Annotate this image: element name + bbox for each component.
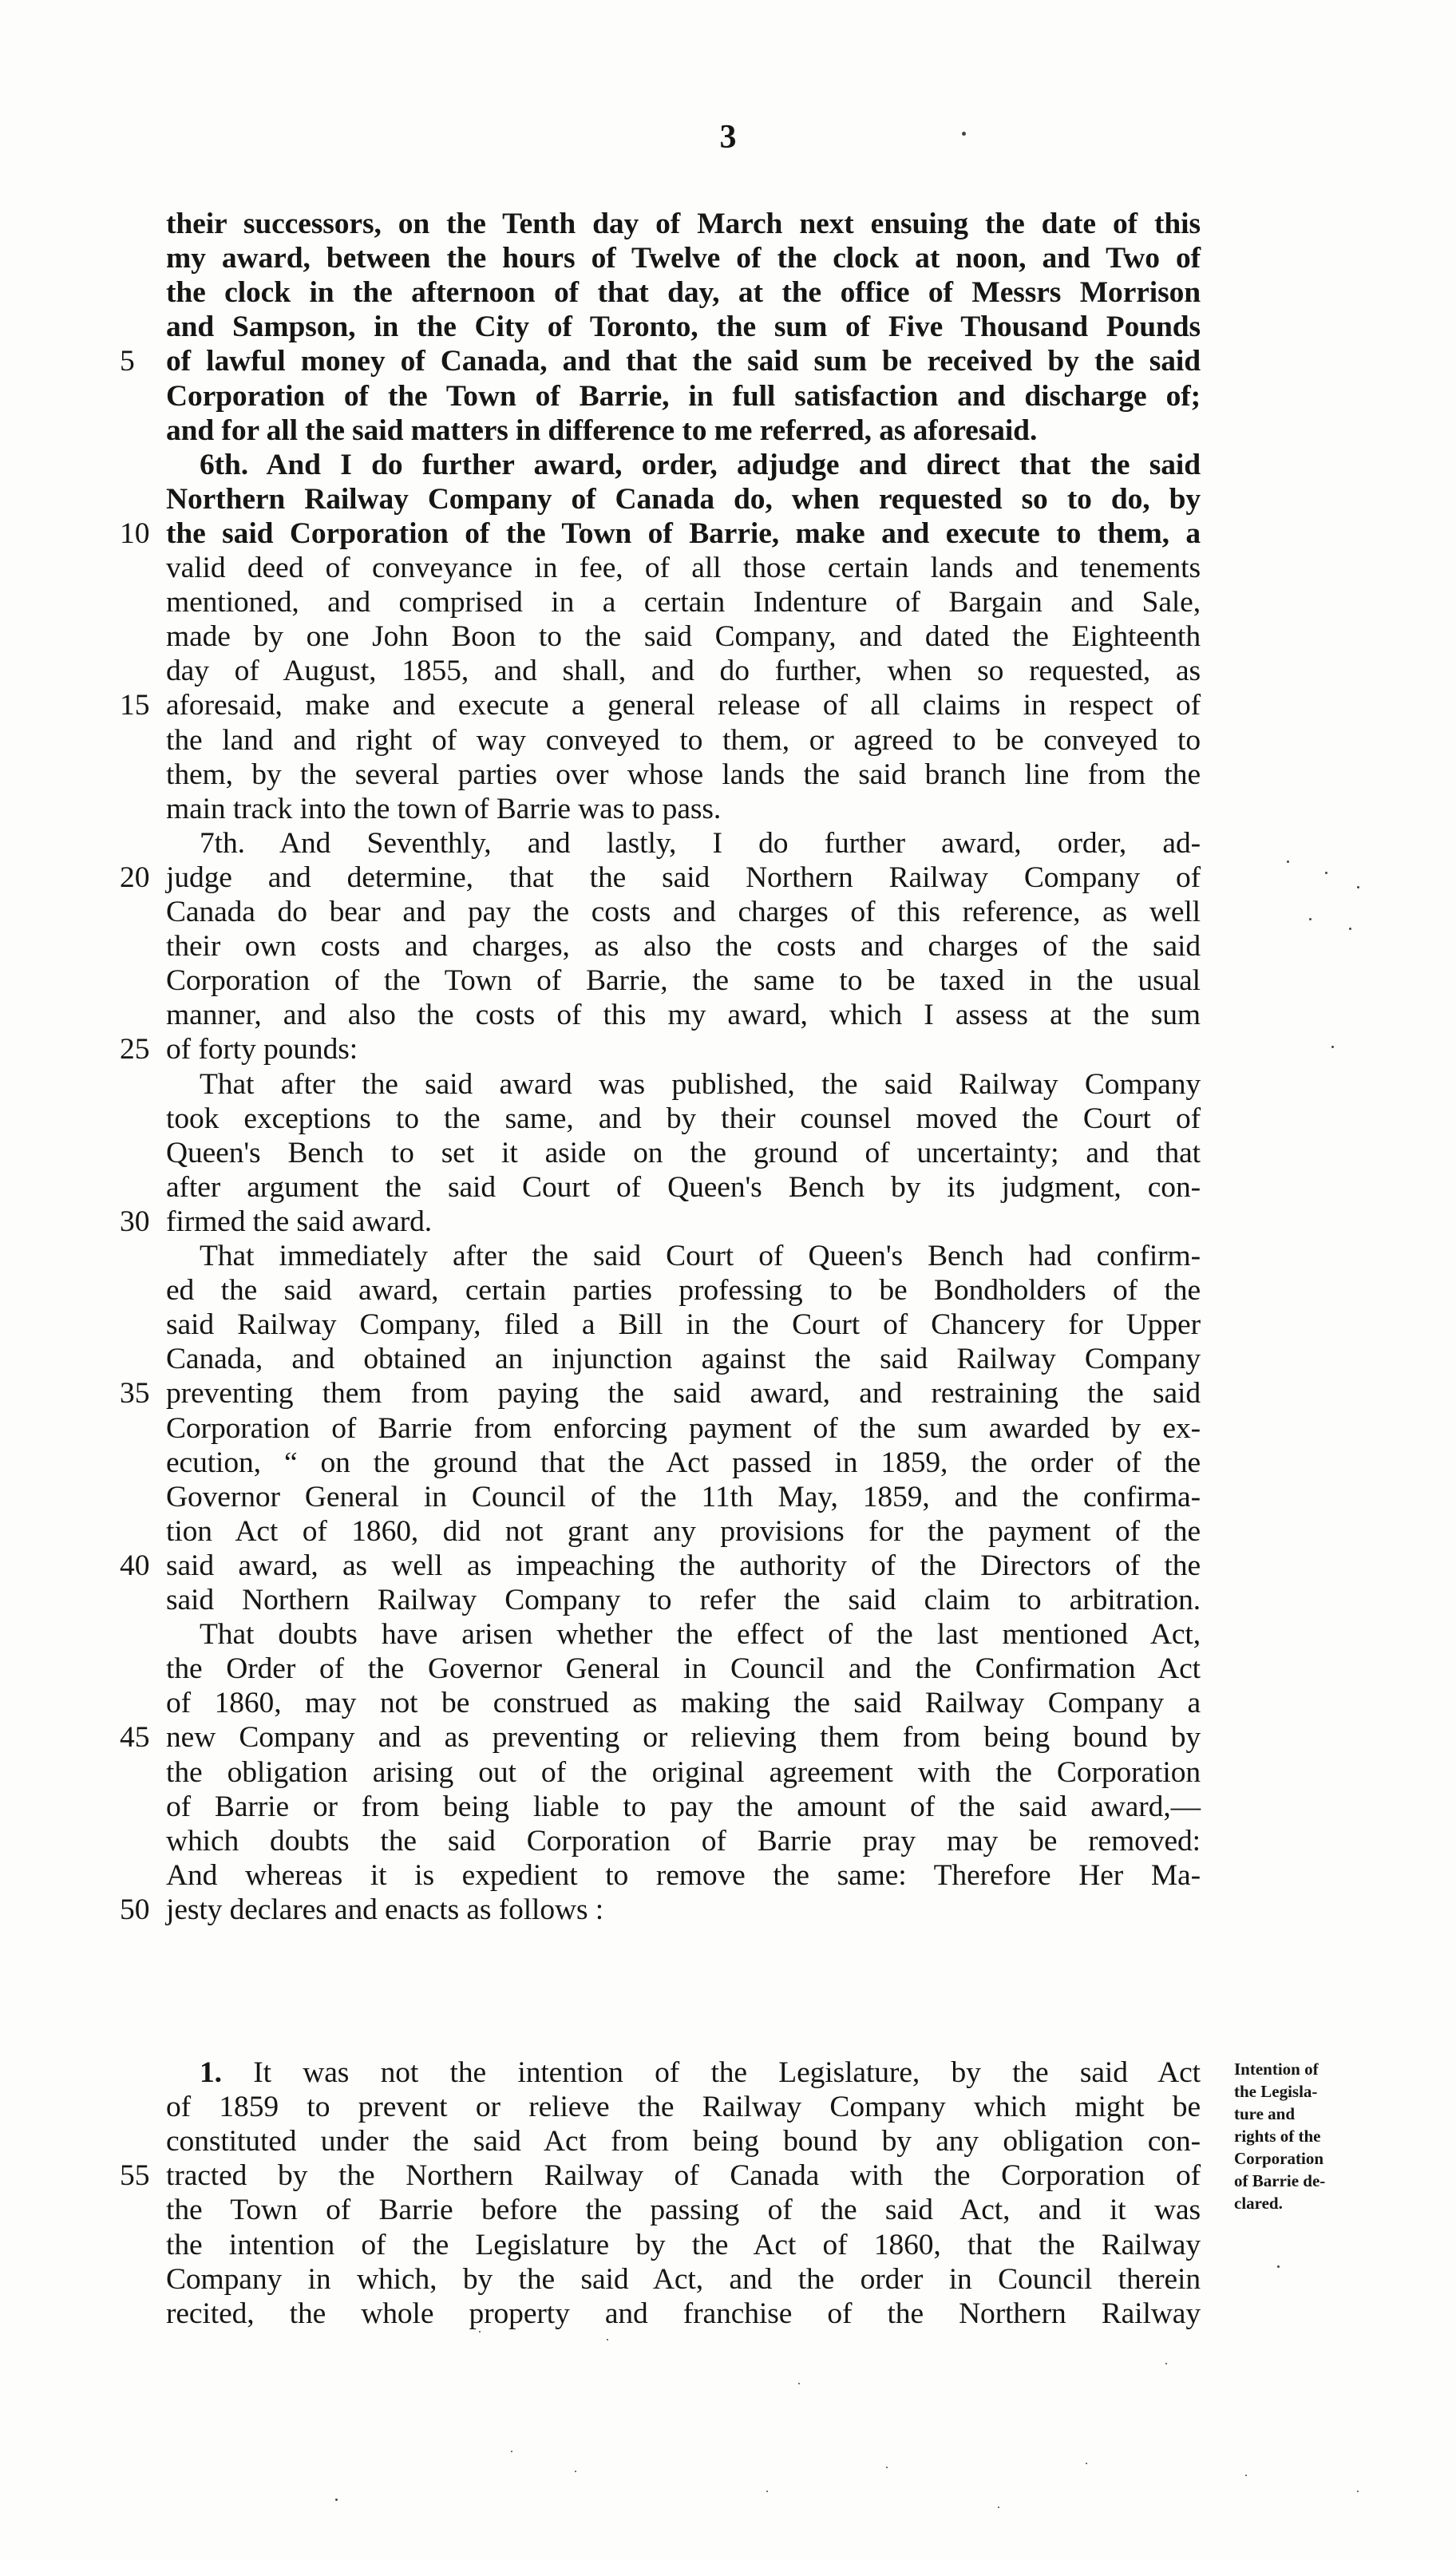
- line-number: 20: [120, 861, 150, 894]
- text-line: their successors, on the Tenth day of March next ensuing the date of this: [166, 208, 1201, 240]
- text-line: Canada do bear and pay the costs and charges of this reference, as well: [166, 896, 1201, 928]
- text-line: their own costs and charges, as also the costs and charges of the said: [166, 930, 1201, 963]
- speck: [1357, 2491, 1359, 2492]
- text-line: It was not the intention of the Legislature, by the said Act: [253, 2056, 1201, 2089]
- speck: [1086, 2463, 1087, 2464]
- text-line: took exceptions to the same, and by their counsel moved the Court of: [166, 1102, 1201, 1135]
- text-line: tracted by the Northern Railway of Canada with the Corporation of: [166, 2159, 1201, 2193]
- text-line: jesty declares and enacts as follows :: [166, 1893, 604, 1926]
- text-line: of Barrie or from being liable to pay the amount of the said award,—: [166, 1790, 1201, 1823]
- text-line: which doubts the said Corporation of Barrie pray may be removed:: [166, 1824, 1201, 1858]
- text-line: said Railway Company, filed a Bill in the Court of Chancery for Upper: [166, 1308, 1201, 1342]
- speck: [1325, 872, 1327, 874]
- speck: [962, 132, 966, 136]
- text-line: the clock in the afternoon of that day, at the office of Messrs Morrison: [166, 276, 1201, 310]
- text-line: Northern Railway Company of Canada do, when requested so to do, by: [166, 482, 1201, 516]
- text-line: the land and right of way conveyed to them, or agreed to be conveyed to: [166, 723, 1201, 757]
- speck: [335, 2499, 338, 2501]
- speck: [575, 2471, 576, 2472]
- text-line: Corporation of the Town of Barrie, in full satisfaction and discharge of;: [166, 379, 1201, 413]
- speck: [511, 2451, 512, 2452]
- text-line: tion Act of 1860, did not grant any provisions for the payment of the: [166, 1514, 1201, 1548]
- text-line: manner, and also the costs of this my award, which I assess at the sum: [166, 999, 1201, 1032]
- text-line: said Northern Railway Company to refer the said claim to arbitration.: [166, 1584, 1201, 1616]
- text-line: That immediately after the said Court of Queen's Bench had confirm-: [200, 1240, 1201, 1272]
- line-number: 10: [120, 516, 150, 550]
- margin-note-line: Intention of: [1234, 2059, 1319, 2079]
- line-number: 45: [120, 1721, 150, 1755]
- speck: [607, 2339, 608, 2340]
- text-line: new Company and as preventing or relieving them from being bound by: [166, 1721, 1201, 1755]
- text-line: judge and determine, that the said Northern Railway Company of: [166, 861, 1201, 894]
- text-line: and for all the said matters in difference to me referred, as aforesaid.: [166, 413, 1038, 447]
- section-number: 1.: [200, 2056, 222, 2089]
- text-line: Corporation of Barrie from enforcing payment of the sum awarded by ex-: [166, 1411, 1201, 1445]
- speck: [1287, 861, 1289, 863]
- text-line: 7th. And Seventhly, and lastly, I do further award, order, ad-: [200, 826, 1201, 860]
- text-line: of 1860, may not be construed as making the said Railway Company a: [166, 1687, 1201, 1720]
- text-line: mentioned, and comprised in a certain Indenture of Bargain and Sale,: [166, 586, 1201, 619]
- line-number: 40: [120, 1549, 150, 1582]
- text-line: the intention of the Legislature by the Act of 1860, that the Railway: [166, 2228, 1201, 2261]
- text-line: my award, between the hours of Twelve of the clock at noon, and Two of: [166, 242, 1201, 275]
- text-line: ed the said award, certain parties professing to be Bondholders of the: [166, 1274, 1201, 1308]
- margin-note: [1234, 2058, 1386, 2214]
- text-line: And whereas it is expedient to remove the same: Therefore Her Ma-: [166, 1858, 1201, 1892]
- speck: [1165, 2363, 1167, 2364]
- margin-note-line: clared.: [1234, 2194, 1283, 2213]
- text-line: valid deed of conveyance in fee, of all those certain lands and tenements: [166, 552, 1201, 584]
- text-line: them, by the several parties over whose lands the said branch line from the: [166, 758, 1201, 791]
- line-number: 35: [120, 1377, 150, 1411]
- text-line: after argument the said Court of Queen's Bench by its judgment, con-: [166, 1170, 1201, 1204]
- margin-note-line: the Legisla-: [1234, 2082, 1318, 2101]
- line-number: 5: [120, 345, 135, 378]
- speck: [1349, 928, 1351, 930]
- line-number: 55: [120, 2159, 150, 2193]
- speck: [1245, 2475, 1247, 2476]
- line-number: 30: [120, 1205, 150, 1238]
- text-line: That after the said award was published, the said Railway Company: [200, 1067, 1201, 1101]
- page-number: 3: [719, 119, 737, 156]
- text-line: constituted under the said Act from being bound by any obligation con-: [166, 2125, 1201, 2158]
- text-line: and Sampson, in the City of Toronto, the sum of Five Thousand Pounds: [166, 311, 1201, 344]
- text-line: Canada, and obtained an injunction against the said Railway Company: [166, 1343, 1201, 1376]
- text-line: main track into the town of Barrie was to pass.: [166, 792, 722, 825]
- text-line: Corporation of the Town of Barrie, the same to be taxed in the usual: [166, 964, 1201, 998]
- section-first-line: [200, 2058, 1201, 2088]
- text-line: firmed the said award.: [166, 1205, 433, 1238]
- margin-note-line: of Barrie de-: [1234, 2171, 1326, 2190]
- text-line: of forty pounds:: [166, 1033, 358, 1066]
- text-line: made by one John Boon to the said Company, and dated the Eighteenth: [166, 620, 1201, 654]
- text-line: aforesaid, make and execute a general release of all claims in respect of: [166, 689, 1201, 722]
- speck: [1309, 918, 1312, 920]
- text-line: the Town of Barrie before the passing of the said Act, and it was: [166, 2194, 1201, 2227]
- text-line: the Order of the Governor General in Council and the Confirmation Act: [166, 1652, 1201, 1686]
- text-line: day of August, 1855, and shall, and do further, when so requested, as: [166, 655, 1201, 688]
- margin-note-line: ture and: [1234, 2104, 1296, 2123]
- speck: [886, 2467, 888, 2468]
- speck: [1357, 886, 1359, 888]
- text-line: said award, as well as impeaching the authority of the Directors of the: [166, 1549, 1201, 1582]
- line-number: 50: [120, 1893, 150, 1926]
- text-line: of 1859 to prevent or relieve the Railway Company which might be: [166, 2091, 1201, 2124]
- speck: [766, 2491, 768, 2492]
- speck: [479, 2331, 481, 2332]
- text-line: Queen's Bench to set it aside on the ground of uncertainty; and that: [166, 1136, 1201, 1169]
- speck: [998, 2507, 999, 2508]
- text-line: That doubts have arisen whether the effect of the last mentioned Act,: [200, 1618, 1201, 1652]
- line-number: 15: [120, 689, 150, 722]
- speck: [1331, 1046, 1334, 1048]
- margin-note-line: Corporation: [1234, 2149, 1323, 2168]
- text-line: the said Corporation of the Town of Barrie, make and execute to them, a: [166, 516, 1201, 550]
- text-line: of lawful money of Canada, and that the said sum be received by the said: [166, 345, 1201, 378]
- text-line: Company in which, by the said Act, and the order in Council therein: [166, 2262, 1201, 2296]
- speck: [1277, 2265, 1280, 2268]
- speck: [798, 2383, 800, 2384]
- line-number: 25: [120, 1033, 150, 1066]
- text-line: recited, the whole property and franchise of the Northern Railway: [166, 2297, 1201, 2330]
- text-line: the obligation arising out of the original agreement with the Corporation: [166, 1755, 1201, 1789]
- margin-note-line: rights of the: [1234, 2127, 1321, 2146]
- text-line: ecution, “ on the ground that the Act passed in 1859, the order of the: [166, 1446, 1201, 1479]
- text-line: preventing them from paying the said award, and restraining the said: [166, 1377, 1201, 1411]
- text-line: 6th. And I do further award, order, adjudge and direct that the said: [200, 448, 1201, 481]
- text-line: Governor General in Council of the 11th May, 1859, and the confirma-: [166, 1480, 1201, 1513]
